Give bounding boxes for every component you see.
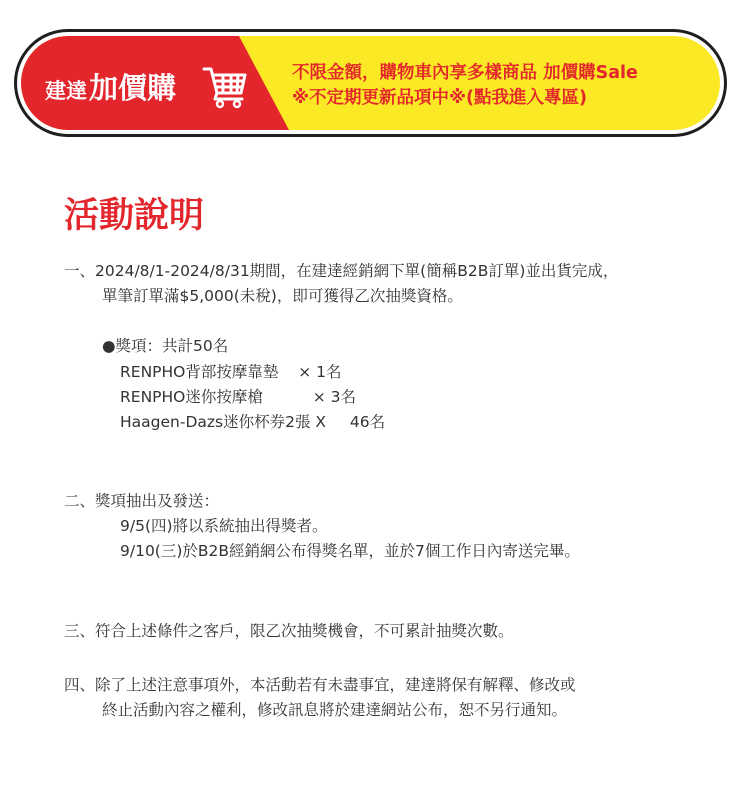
prize-name: Haagen-Dazs迷你杯券2張 X bbox=[120, 413, 326, 431]
prize-item bbox=[120, 412, 385, 432]
promo-line-2: ※不定期更新品項中※(點我進入專區) bbox=[292, 88, 588, 108]
promo-text bbox=[292, 61, 638, 111]
section1-line-2: 單筆訂單滿$5,000(未稅)，即可獲得乙次抽獎資格。 bbox=[102, 287, 463, 305]
shopping-cart-icon bbox=[202, 63, 248, 109]
prize-quantity: × 1名 bbox=[298, 363, 342, 381]
prize-quantity: × 3名 bbox=[312, 388, 357, 406]
brand-name: 建達 bbox=[45, 79, 87, 103]
brand-label bbox=[45, 66, 176, 107]
section4-line-1: 四、除了上述注意事項外，本活動若有未盡事宜，建達將保有解釋、修改或 bbox=[64, 676, 576, 694]
section2-line-1: 二、獎項抽出及發送： bbox=[64, 492, 220, 510]
section3-line-1: 三、符合上述條件之客戶，限乙次抽獎機會，不可累計抽獎次數。 bbox=[64, 622, 514, 640]
section2-line-3: 9/10(三)於B2B經銷網公布得獎名單，並於7個工作日內寄送完畢。 bbox=[120, 542, 580, 560]
prize-quantity: 46名 bbox=[349, 413, 386, 431]
brand-addon-purchase: 加價購 bbox=[89, 71, 177, 105]
page-title: 活動說明 bbox=[64, 196, 205, 236]
prize-name: RENPHO背部按摩靠墊 bbox=[120, 363, 279, 381]
prize-name: RENPHO迷你按摩槍 bbox=[120, 388, 263, 406]
section2-line-2: 9/5(四)將以系統抽出得獎者。 bbox=[120, 517, 328, 535]
prizes-heading: ●獎項：共計50名 bbox=[102, 337, 229, 355]
promo-banner-link[interactable] bbox=[14, 29, 727, 137]
banner-background bbox=[21, 36, 720, 130]
prize-item bbox=[120, 387, 356, 407]
section4-line-2: 終止活動內容之權利，修改訊息將於建達網站公布，恕不另行通知。 bbox=[102, 701, 568, 719]
prize-item bbox=[120, 362, 342, 382]
promo-line-1: 不限金額，購物車內享多樣商品 加價購Sale bbox=[292, 63, 638, 83]
section1-line-1: 一、2024/8/1-2024/8/31期間，在建達經銷網下單(簡稱B2B訂單)並出貨完成， bbox=[64, 262, 619, 280]
